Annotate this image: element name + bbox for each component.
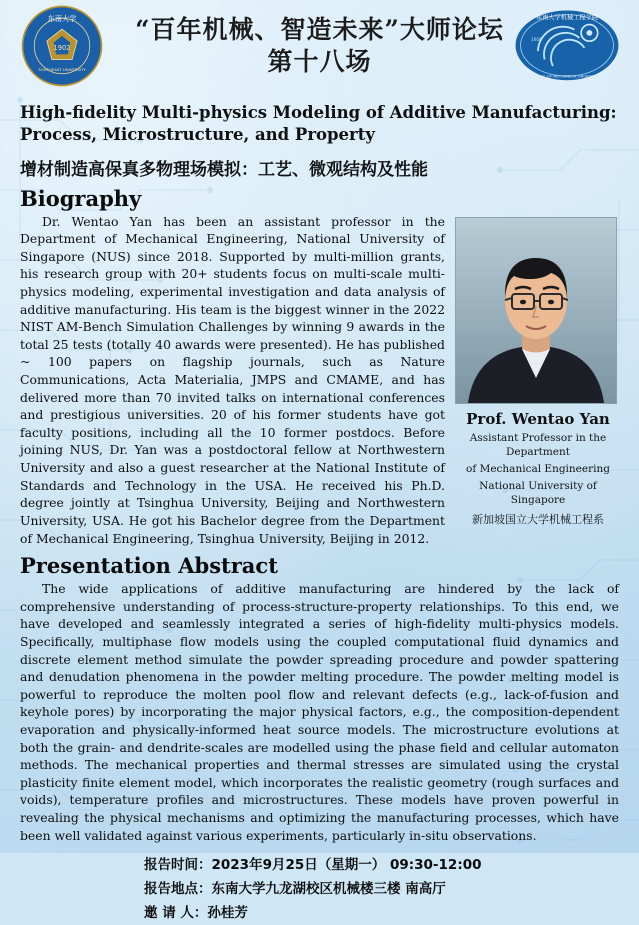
poster-header bbox=[14, 0, 625, 96]
event-info bbox=[144, 854, 625, 925]
event-place-row bbox=[144, 878, 625, 902]
svg-text:SCHOOL OF MECHANICAL ENGINEERI: SCHOOL OF MECHANICAL ENGINEERING bbox=[530, 75, 603, 79]
svg-text:东南大学: 东南大学 bbox=[48, 14, 77, 23]
svg-text:东南大学机械工程学院: 东南大学机械工程学院 bbox=[536, 14, 599, 22]
event-time-value: 2023年9月25日（星期一） 09:30-12:00 bbox=[212, 857, 482, 873]
event-host-row bbox=[144, 902, 625, 925]
southeast-university-logo-icon bbox=[20, 4, 104, 88]
school-of-mechanical-engineering-logo-icon bbox=[513, 8, 621, 86]
event-host-value: 孙桂芳 bbox=[207, 905, 248, 921]
biography-text: Dr. Wentao Yan has been an assistant professor in the Department of Mechanical Engineering, National University of Singapore (NUS) since 2018. Supported by multi-million grants, his research group with 20+ students focus on multi-scale multi-physics modeling, experimental investigation and data analysis of additive manufacturing. His team is the biggest winner in the 2022 NIST AM-Bench Simulation Challenges by winning 9 awards in the total 25 tests (totally 40 awards were presented). He has published ~ 100 papers on flagship journals, such as Nature Communications, Acta Materialia, JMPS and CMAME, and has delivered more than 70 invited talks on international conferences and prestigious universities. 20 of his former students have got faculty positions, including all the 10 former postdocs. Before joining NUS, Dr. Yan was a postdoctoral fellow at Northwestern University and also a guest researcher at the National Institute of Standards and Technology in the USA. He received his Ph.D. degree jointly at Tsinghua University, Beijing and Northwestern University, USA. He got his Bachelor degree from the Department of Mechanical Engineering, Tsinghua University, Beijing in 2012. bbox=[20, 213, 621, 548]
speaker-name: Prof. Wentao Yan bbox=[455, 410, 621, 428]
talk-title-english: High-fidelity Multi-physics Modeling of Additive Manufacturing: Process, Microstructure, and Property bbox=[20, 102, 621, 147]
svg-text:1902: 1902 bbox=[53, 44, 70, 52]
event-host-label: 邀 请 人： bbox=[144, 905, 207, 921]
poster-title-line2: 第十八场 bbox=[14, 46, 625, 78]
speaker-affiliation-line2: of Mechanical Engineering bbox=[455, 462, 621, 476]
poster-title-line1: “百年机械、智造未来”大师论坛 bbox=[14, 14, 625, 46]
speaker-affiliation-line1: Assistant Professor in the Department bbox=[455, 431, 621, 459]
biography-section bbox=[20, 213, 621, 548]
speaker-portrait-block bbox=[455, 217, 621, 528]
biography-heading: Biography bbox=[20, 186, 625, 211]
speaker-photo bbox=[455, 217, 617, 404]
event-place-value: 东南大学九龙湖校区机械楼三楼 南高厅 bbox=[212, 881, 446, 897]
speaker-affiliation-line3: National University of Singapore bbox=[455, 479, 621, 507]
abstract-heading: Presentation Abstract bbox=[20, 553, 625, 578]
event-place-label: 报告地点： bbox=[144, 881, 212, 897]
event-time-label: 报告时间： bbox=[144, 857, 212, 873]
svg-text:1916: 1916 bbox=[531, 37, 542, 42]
speaker-affiliation-chinese: 新加坡国立大学机械工程系 bbox=[455, 511, 621, 527]
event-time-row bbox=[144, 854, 625, 878]
svg-text:SOUTHEAST UNIVERSITY: SOUTHEAST UNIVERSITY bbox=[38, 67, 86, 72]
abstract-text: The wide applications of additive manufacturing are hindered by the lack of comprehensive understanding of process-structure-property relationships. To this end, we have developed and seamlessly integrated a series of high-fidelity multi-physics models. Specifically, multiphase flow models using the coupled computational fluid dynamics and discrete element method simulate the powder spreading procedure and powder spattering and denudation phenomena in the powder melting procedure. The powder melting model is powerful to reproduce the molten pool flow and relevant defects (e.g., lack-of-fusion and keyhole pores) by incorporating the major physical factors, e.g., the composition-dependent evaporation and physically-informed heat source models. The microstructure evolutions at both the grain- and dendrite-scales are modelled using the phase field and cellular automaton methods. The mechanical properties and thermal stresses are simulated using the crystal plasticity finite element model, which incorporates the realistic geometry (rough surfaces and voids), temperature profiles and microstructures. These models have proven powerful in revealing the physical mechanisms and optimizing the manufacturing processes, which have been well validated against various experiments, particularly in-situ observations. bbox=[20, 580, 619, 844]
talk-title-chinese: 增材制造高保真多物理场模拟：工艺、微观结构及性能 bbox=[20, 155, 621, 180]
